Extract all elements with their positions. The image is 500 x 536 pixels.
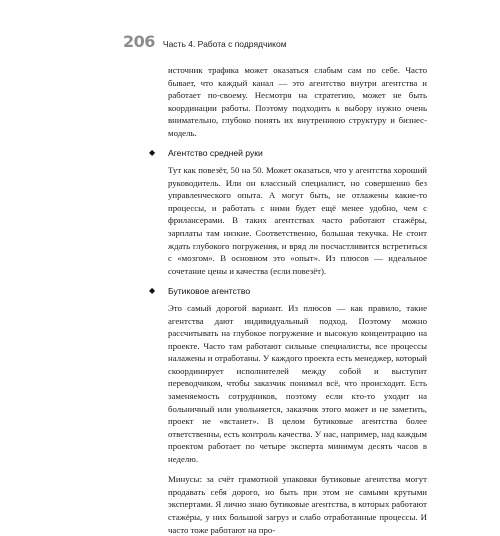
body-text [149,64,427,536]
section-title: Бутиковое агентство [168,286,251,297]
section-heading-boutique-agency [149,285,427,297]
section-heading-mid-agency [149,147,427,159]
intro-paragraph: источник трафика может оказаться слабым сам по себе. Часто бывает, что каждый канал — это агентство внутри агентства и работает по-своему. Несмотря на стратегию, может не быть координации работы. Поэтому подходить к выбору нужно очень внимательно, глубоко понять их внутреннюю структуру и бизнес-модель. [168,65,427,138]
running-title: Часть 4. Работа с подрядчиком [162,39,287,49]
section-paragraph: Это самый дорогой вариант. Из плюсов — как правило, такие агентства дают индивидуальный подход. Поэтому можно рассчитывать на глубокое погружение и высокую концентрацию на проекте. Часто там работают сильные специалисты, все процессы налажены и отработаны. У каждого проекта есть менеджер, который скоординирует исполнителей между собой и выступит переводчиком, чтобы заказчик понимал всё, что происходит. Есть заменяемость сотрудников, поэтому если кто-то уходит на больничный или увольняется, заказчик этого может и не заметить, проект не «встанет». В целом бутиковые агентства более ответственны, есть контроль качества. У нас, например, над каждым проектом работает по четыре эксперта минимум десять часов в неделю. [168,303,427,464]
spacer [168,139,427,147]
section-title: Агентство средней руки [168,148,263,159]
section-paragraph: Тут как повезёт, 50 на 50. Может оказаться, что у агентства хороший руководитель. Или он классный специалист, но совершенно без управленческого опыта. А могут быть, не отлажены какие-то процессы, и работать с ними будет ещё менее удобно, чем с фрилансерами. В таких агентствах часто работают стажёры, зарплаты там низкие. Соответственно, большая текучка. Не стоит ждать глубокого погружения, и вряд ли посчастливится встретиться с «мозгом». В основном это «опыт». Из плюсов — идеальное сочетание цены и качества (если повезёт). [168,165,427,276]
diamond-bullet-icon: ◆ [149,148,156,158]
diamond-bullet-icon: ◆ [149,286,156,296]
running-header [123,32,287,50]
spacer [168,465,427,473]
spacer [168,277,427,285]
page-number: 206 [123,32,155,51]
section-paragraph: Минусы: за счёт грамотной упаковки бутиковые агентства могут продавать себя дорого, но быть при этом не самыми крутыми экспертами. Я лично знаю бутиковые агентства, в которых работают стажёры, у них большой загруз и слабо отработанные процессы. И часто тоже работают на про- [168,474,427,535]
